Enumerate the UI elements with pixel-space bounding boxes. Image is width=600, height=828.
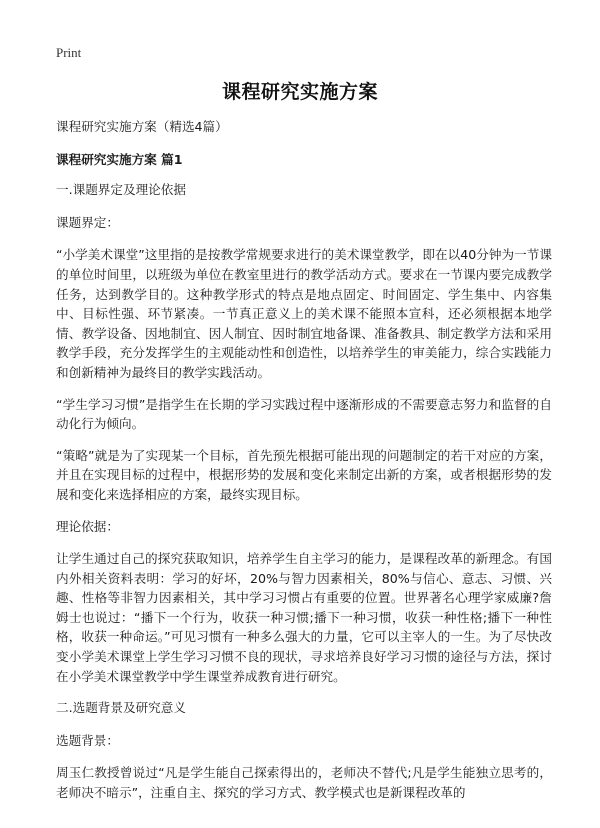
paragraph-background: 周玉仁教授曾说过“凡是学生能自己探索得出的，老师决不替代;凡是学生能独立思考的，老师决不暗示”，注重自主、探究的学习方式、教学模式也是新课程改革的 (56, 765, 552, 801)
heading-definition-theory: 一.课题界定及理论依据 (56, 182, 186, 198)
paragraph-art-classroom: “小学美术课堂”这里指的是按教学常规要求进行的美术课堂教学，即在以40分钟为一节课的单位时间里，以班级为单位在教室里进行的教学活动方式。要求在一节课内要完成教学任务，达到教学目的。这种教学形式的特点是地点固定、时间固定、学生集中、内容集中、目标性强、环节紧凑。一节真正意义上的美术课不能照本宣科，还必须根据本地学情、教学设备、因地制宜、因人制宜、因时制宜地备课、准备教具、制定教学方法和采用教学手段，充分发挥学生的主观能动性和创造性，以培养学生的审美能力，综合实践能力和创新精神为最终目的教学实践活动。 (56, 247, 552, 380)
label-background: 选题背景： (56, 732, 119, 748)
paragraph-study-habits: “学生学习习惯”是指学生在长期的学习实践过程中逐渐形成的不需要意志努力和监督的自动化行为倾向。 (56, 396, 552, 432)
label-definition: 课题界定： (56, 214, 119, 230)
paragraph-theory: 让学生通过自己的探究获取知识，培养学生自主学习的能力，是课程改革的新理念。有国内外相关资料表明：学习的好坏，20%与智力因素相关，80%与信心、意志、习惯、兴趣、性格等非智力因素相关，其中学习习惯占有重要的位置。世界著名心理学家威廉?詹姆士也说过：“播下一个行为，收获一种习惯;播下一种习惯，收获一种性格;播下一种性格，收获一种命运。”可见习惯有一种多么强大的力量，它可以主宰人的一生。为了尽快改变小学美术课堂上学生学习习惯不良的现状，寻求培养良好学习习惯的途径与方法，探讨在小学美术课堂教学中学生课堂养成教育进行研究。 (56, 551, 552, 684)
heading-background-significance: 二.选题背景及研究意义 (56, 700, 186, 716)
print-label: Print (56, 45, 82, 60)
document-subtitle: 课程研究实施方案（精选4篇） (56, 119, 228, 134)
paragraph-strategy: “策略”就是为了实现某一个目标，首先预先根据可能出现的问题制定的若干对应的方案，并且在实现目标的过程中，根据形势的发展和变化来制定出新的方案，或者根据形势的发展和变化来选择相应的方案，最终实现目标。 (56, 447, 552, 502)
document-body (56, 117, 552, 815)
label-theory: 理论依据： (56, 518, 119, 534)
section-title: 课程研究实施方案 篇1 (56, 151, 183, 167)
document-title: 课程研究实施方案 (221, 81, 378, 103)
